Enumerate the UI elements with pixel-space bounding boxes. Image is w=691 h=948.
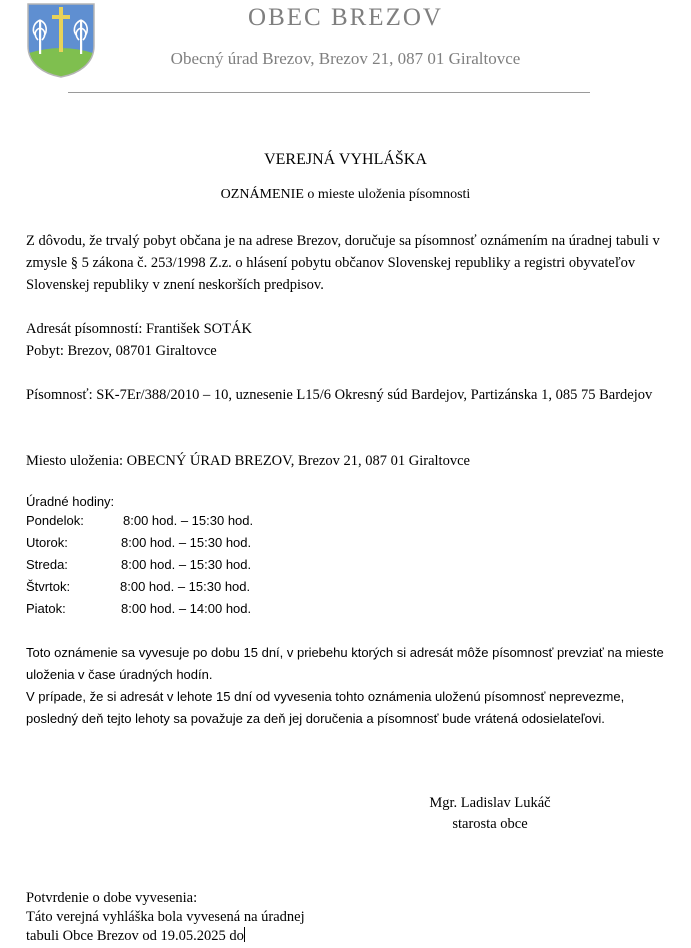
office-hours-label: Úradné hodiny: <box>26 494 115 509</box>
hours-time: 8:00 hod. – 15:30 hod. <box>121 535 252 550</box>
hours-time: 8:00 hod. – 15:30 hod. <box>120 579 251 594</box>
signatory-name: Mgr. Ladislav Lukáč <box>429 795 551 811</box>
municipality-name: OBEC BREZOV <box>248 4 443 31</box>
posting-confirmation-label: Potvrdenie o dobe vyvesenia: <box>26 890 198 906</box>
hours-day: Pondelok: <box>26 513 84 528</box>
hours-time: 8:00 hod. – 14:00 hod. <box>121 601 252 616</box>
hours-day: Štvrtok: <box>26 579 71 594</box>
hours-day: Streda: <box>26 557 68 572</box>
notice-subtitle: OZNÁMENIE o mieste uloženia písomnosti <box>220 187 471 202</box>
addressee-line: Adresát písomností: František SOTÁK <box>26 321 252 337</box>
delivery-paragraph: V prípade, že si adresát v lehote 15 dní od vyvesenia tohto oznámenia uloženú písomnosť neprevezme, posledný deň tejto lehoty sa považuje za deň jej doručenia a písomnosť bude vrátená odosielateľovi. <box>26 689 625 726</box>
signatory-role: starosta obce <box>452 816 528 832</box>
hours-day: Utorok: <box>26 535 68 550</box>
document-line: Písomnosť: SK-7Er/388/2010 – 10, uznesenie L15/6 Okresný súd Bardejov, Partizánska 1, 085 75 Bardejov <box>26 387 653 403</box>
notice-title: VEREJNÁ VYHLÁŠKA <box>264 151 427 168</box>
posting-period-paragraph: Toto oznámenie sa vyvesuje po dobu 15 dní, v priebehu ktorých si adresát môže písomnosť prevziať na mieste uloženia v čase úradných hodín. <box>26 645 664 682</box>
hours-time: 8:00 hod. – 15:30 hod. <box>123 513 254 528</box>
hours-day: Piatok: <box>26 601 66 616</box>
residence-line: Pobyt: Brezov, 08701 Giraltovce <box>26 343 217 359</box>
posting-confirmation-line[interactable]: tabuli Obce Brezov od 19.05.2025 do <box>26 928 244 944</box>
intro-paragraph: Z dôvodu, že trvalý pobyt občana je na adrese Brezov, doručuje sa písomnosť oznámením na úradnej tabuli v zmysle § 5 zákona č. 253/1998 Z.z. o hlásení pobytu občanov Slovenskej republiky a registri obyvateľov Slovenskej republiky v znení neskorších predpisov. <box>26 233 660 293</box>
storage-location-line: Miesto uloženia: OBECNÝ ÚRAD BREZOV, Brezov 21, 087 01 Giraltovce <box>26 453 470 469</box>
office-address: Obecný úrad Brezov, Brezov 21, 087 01 Giraltovce <box>170 49 521 68</box>
header-divider <box>68 92 590 93</box>
text-cursor <box>244 927 245 942</box>
hours-time: 8:00 hod. – 15:30 hod. <box>121 557 252 572</box>
posting-confirmation-line: Táto verejná vyhláška bola vyvesená na úradnej <box>26 909 305 925</box>
